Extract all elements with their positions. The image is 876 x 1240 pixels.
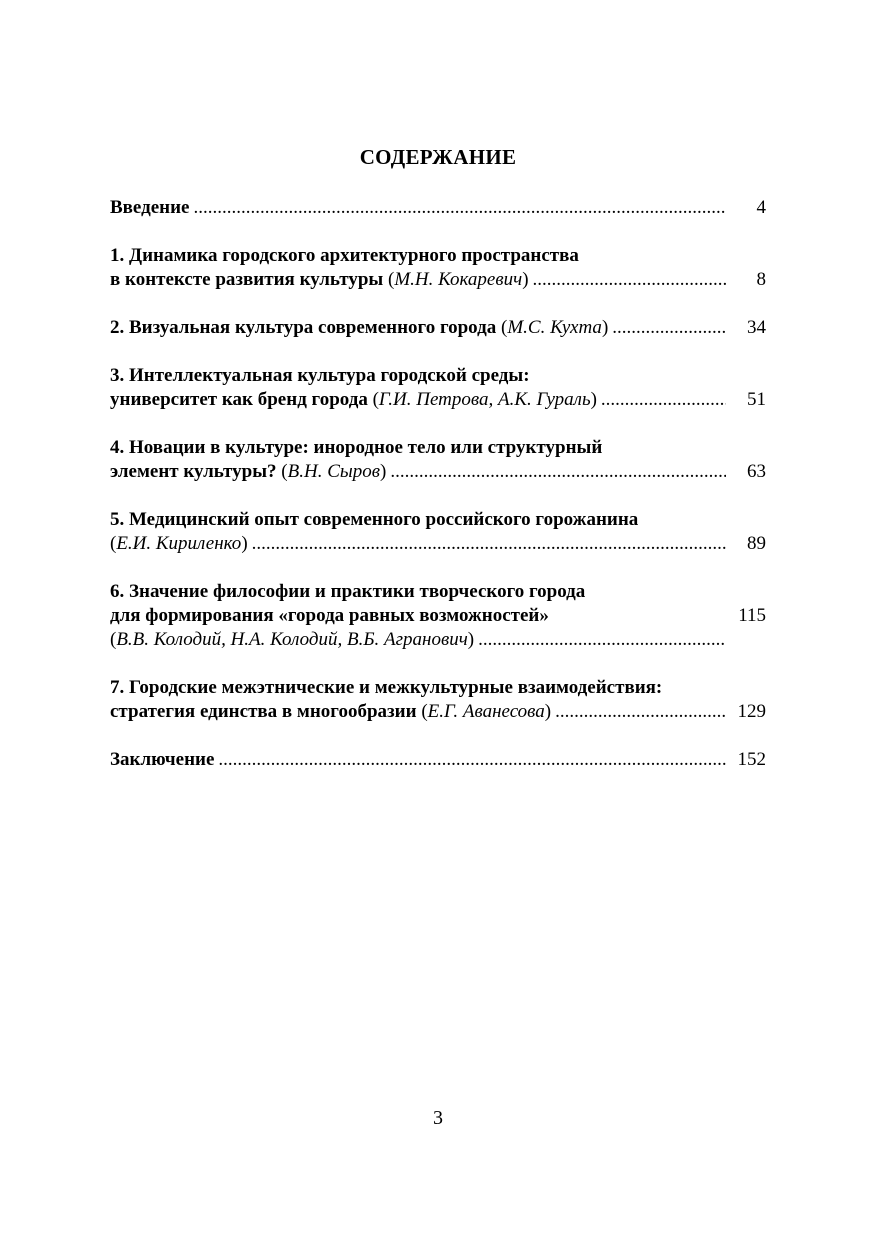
toc-page-number: 8	[756, 269, 766, 290]
toc-author: М.Н. Кокаревич	[394, 269, 523, 290]
toc-entry-title: 5. Медицинский опыт современного российского горожанина	[110, 509, 639, 530]
toc-page-number: 115	[738, 605, 766, 626]
toc-entry-7[interactable]: 7. Городские межэтнические и межкультурные взаимодействия: стратегия единства в многообразии (Е.Г. Аванесова) ..... 129	[110, 676, 766, 724]
toc-entry-5[interactable]: 5. Медицинский опыт современного российского горожанина (Е.И. Кириленко) ..... 89	[110, 508, 766, 556]
toc-entry-title-cont: в контексте развития культуры	[110, 269, 384, 290]
page-title: СОДЕРЖАНИЕ	[359, 145, 517, 169]
toc-entry-title: 2. Визуальная культура современного города	[110, 317, 497, 338]
toc-page-number: 152	[737, 749, 766, 770]
toc-entry-title: 6. Значение философии и практики творческого города	[110, 581, 586, 602]
toc-author: Г.И. Петрова, А.К. Гураль	[378, 389, 591, 410]
toc-page-number: 129	[737, 701, 766, 722]
dot-leader	[597, 388, 726, 412]
toc-page-number: 89	[747, 533, 766, 554]
toc-entry-4[interactable]: 4. Новации в культуре: инородное тело или структурный элемент культуры? (В.Н. Сыров) ..... 63	[110, 436, 766, 484]
dot-leader	[529, 268, 726, 292]
toc-page-number: 4	[756, 197, 766, 218]
toc-entry-1[interactable]: 1. Динамика городского архитектурного пространства в контексте развития культуры (М.Н. Кокаревич) ..... 8	[110, 244, 766, 292]
toc-entry-title-cont: стратегия единства в многообразии	[110, 701, 417, 722]
toc-page-number: 51	[747, 389, 766, 410]
toc-author: М.С. Кухта	[507, 317, 602, 338]
dot-leader	[190, 196, 727, 220]
dot-leader	[248, 532, 726, 556]
toc-entry-title: 1. Динамика городского архитектурного пространства	[110, 245, 579, 266]
toc-entry-title: 3. Интеллектуальная культура городской среды:	[110, 365, 530, 386]
toc-author: В.Н. Сыров	[287, 461, 380, 482]
toc-entry-title-cont: университет как бренд города	[110, 389, 368, 410]
toc-page-number: 63	[747, 461, 766, 482]
toc-author: Е.И. Кириленко	[116, 533, 242, 554]
toc-entry-3[interactable]: 3. Интеллектуальная культура городской среды: университет как бренд города (Г.И. Петрова, А.К. Гураль) ..... 51	[110, 364, 766, 412]
dot-leader	[551, 700, 726, 724]
toc-author: В.В. Колодий, Н.А. Колодий, В.Б. Агранович	[116, 629, 468, 650]
toc-entry-title: 4. Новации в культуре: инородное тело или структурный	[110, 437, 603, 458]
toc-author: Е.Г. Аванесова	[427, 701, 545, 722]
toc-entry-title-cont: элемент культуры?	[110, 461, 277, 482]
dot-leader	[214, 748, 726, 772]
toc-entry-title: Введение	[110, 197, 190, 218]
toc-page-number: 34	[747, 317, 766, 338]
table-of-contents	[110, 196, 766, 796]
toc-entry-title: 7. Городские межэтнические и межкультурные взаимодействия:	[110, 677, 663, 698]
dot-leader	[608, 316, 726, 340]
dot-leader	[474, 628, 726, 652]
toc-entry-6[interactable]: 6. Значение философии и практики творческого города для формирования «города равных возможностей» 115 (В.В. Колодий, Н.А. Колодий, В.Б. Агранович) .....	[110, 580, 766, 652]
toc-entry-conclusion[interactable]	[110, 748, 766, 772]
toc-entry-title-cont: для формирования «города равных возможностей»	[110, 605, 549, 626]
toc-entry-title: Заключение	[110, 749, 215, 770]
dot-leader	[386, 460, 726, 484]
toc-entry-2[interactable]: 2. Визуальная культура современного города (М.С. Кухта) ..... 34	[110, 316, 766, 340]
toc-entry-intro[interactable]	[110, 196, 766, 220]
page-number: 3	[433, 1107, 443, 1129]
